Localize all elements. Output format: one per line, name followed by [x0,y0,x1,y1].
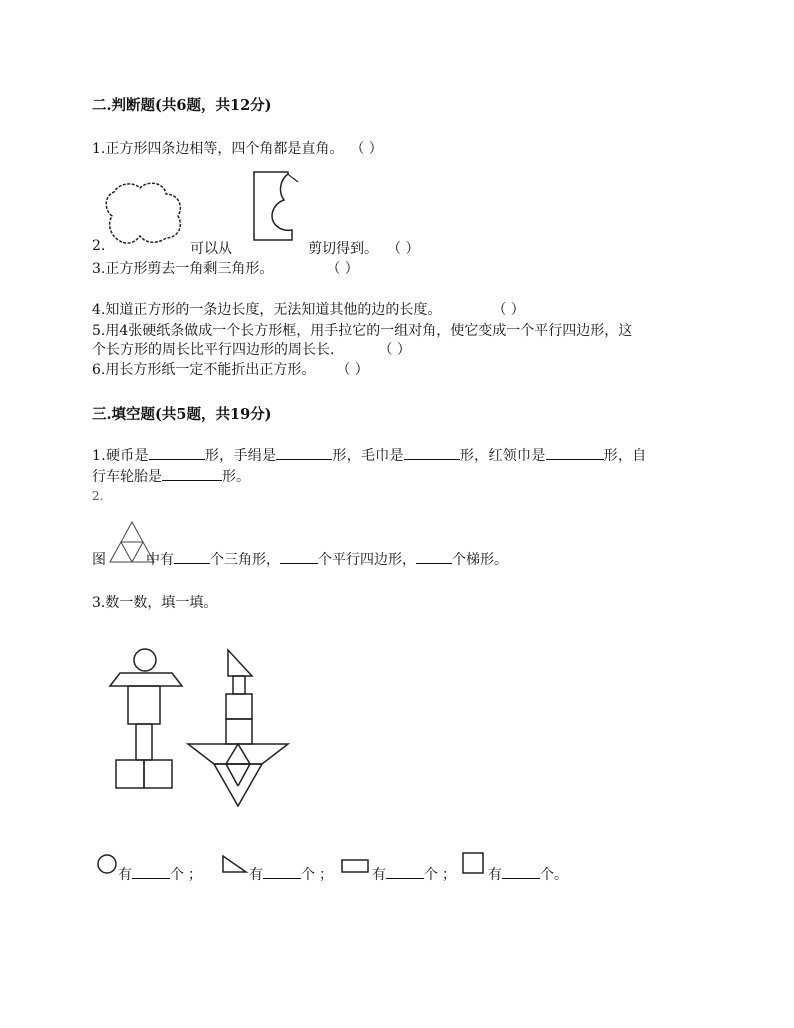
question-text: 个梯形。 [452,552,508,568]
question-text: 个三角形， [210,552,280,568]
question-text: 个平行四边形， [318,552,416,568]
shapes-figure-left [108,646,184,792]
judge-question-5-line2 [92,339,411,359]
judge-question-6 [92,359,369,379]
circle-icon [96,853,118,875]
judge-question-2 [92,238,105,254]
question-text: 3.正方形剪去一角剩三角形。 [92,261,274,277]
answer-square [488,864,568,884]
question-text: 6.用长方形纸一定不能折出正方形。 [92,362,316,378]
answer-blank[interactable] [263,864,301,879]
answer-blank[interactable] [546,445,604,460]
question-text: 剪切得到。 [308,241,378,257]
question-number: 2. [92,238,106,254]
question-text: 有 [372,867,386,883]
answer-blank[interactable] [132,864,170,879]
question-text: 有 [118,867,132,883]
triangle-icon [220,854,248,874]
answer-blank[interactable] [404,445,460,460]
judge-question-5-line1: 5.用4张硬纸条做成一个长方形框，用手拉它的一组对角，使它变成一个平行四边形，这 [92,323,633,339]
answer-paren[interactable]: （ ） [378,342,411,358]
question-text: 有 [488,867,502,883]
question-text: 个； [301,867,337,883]
answer-paren[interactable]: （ ） [394,241,420,257]
cut-paper-figure [252,170,300,242]
question-text: 个长方形的周长比平行四边形的周长长. [92,342,335,358]
judge-question-4 [92,299,525,319]
fill-question-1-line1 [92,445,647,465]
question-text: 1.硬币是 [92,448,149,464]
answer-paren[interactable]: （ ） [343,362,369,378]
answer-blank[interactable] [502,864,540,879]
answer-paren[interactable]: （ ） [499,302,525,318]
answer-blank[interactable] [416,549,452,564]
answer-blank[interactable] [280,549,318,564]
question-text: 形，毛巾是 [332,448,404,464]
fill-question-3-title: 3.数一数，填一填。 [92,595,218,611]
judge-question-1 [92,138,383,158]
fill-question-1-line2 [92,466,250,486]
question-text: 中有 [146,552,174,568]
square-icon [460,850,486,876]
section-heading-fill-in: 三.填空题(共5题，共19分) [92,406,272,423]
question-text: 形，自 [603,448,647,464]
judge-question-3 [92,258,359,278]
question-text: 图 [92,552,106,568]
question-text: 形，手绢是 [204,448,277,464]
answer-triangle [249,864,337,884]
question-text: 形，红领巾是 [459,448,546,464]
answer-rectangle [372,864,460,884]
rectangle-icon [340,858,370,874]
judge-question-2-tail [308,238,419,258]
section-heading-judgement: 二.判断题(共6题，共12分) [92,97,272,114]
answer-blank[interactable] [276,445,332,460]
question-text: 1.正方形四条边相等，四个角都是直角。 [92,141,344,157]
question-text: 个； [424,867,460,883]
question-text: 个； [170,867,206,883]
question-text: 4.知道正方形的一条边长度，无法知道其他的边的长度。 [92,302,442,318]
question-text: 形。 [222,469,250,485]
question-text: 行车轮胎是 [92,469,162,485]
answer-blank[interactable] [162,466,222,481]
fill-question-2 [92,549,508,569]
question-text-middle: 可以从 [190,241,232,257]
answer-paren[interactable]: （ ） [333,261,359,277]
answer-paren[interactable]: （ ） [357,141,383,157]
answer-blank[interactable] [386,864,424,879]
answer-blank[interactable] [174,549,210,564]
shapes-figure-right [186,648,290,810]
fill-question-2-number: 2. [92,489,104,503]
flower-shape-figure [104,180,184,246]
question-text: 个。 [540,867,568,883]
question-text: 有 [249,867,263,883]
answer-blank[interactable] [149,445,205,460]
answer-circle [118,864,206,884]
